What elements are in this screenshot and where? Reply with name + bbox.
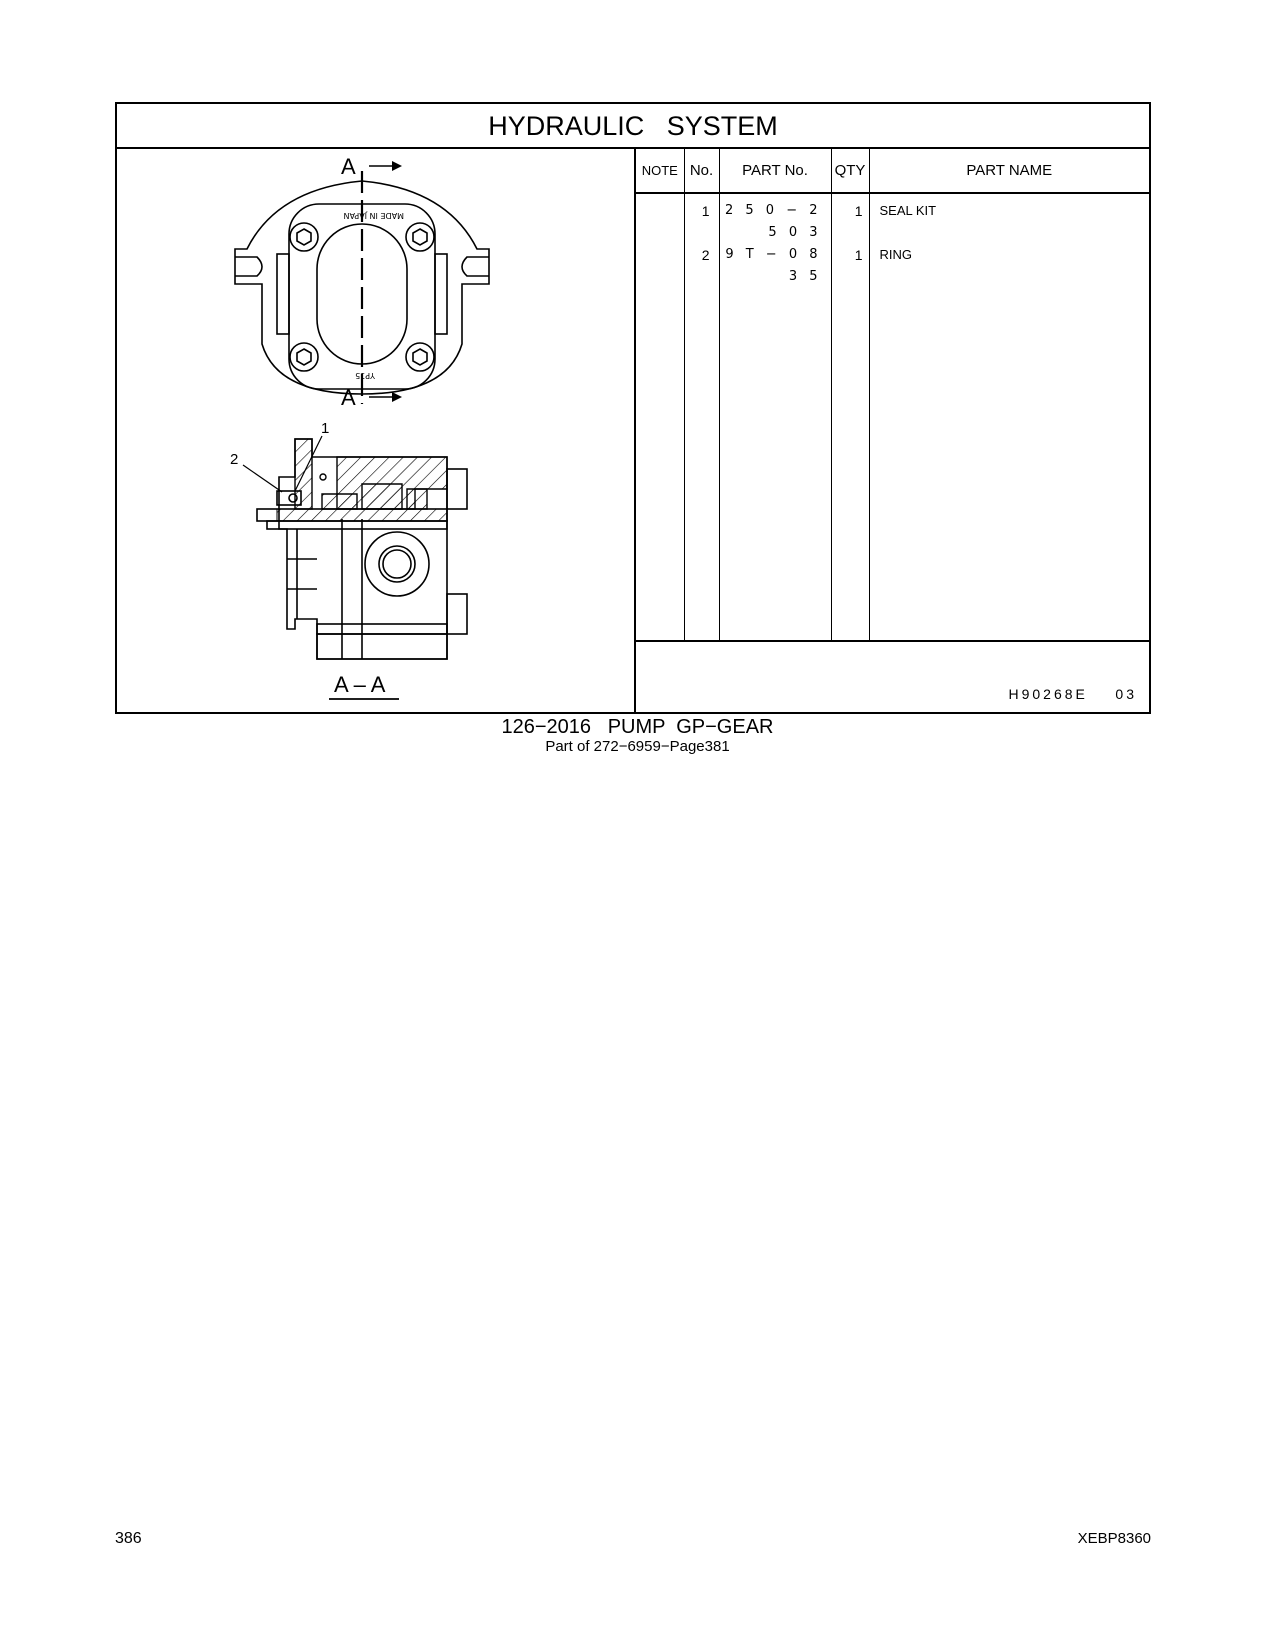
bolt-bottom-left bbox=[290, 343, 318, 371]
bolt-bottom-right bbox=[406, 343, 434, 371]
illustration-code: H90268E 03 bbox=[1008, 686, 1137, 702]
callout-2: 2 bbox=[230, 451, 239, 468]
table-filler-row bbox=[636, 288, 1149, 641]
left-lug bbox=[277, 254, 289, 334]
cast-text-yp15: YP15 bbox=[355, 371, 375, 380]
row-qty: 1 bbox=[831, 244, 869, 288]
section-title: HYDRAULIC SYSTEM bbox=[117, 104, 1149, 149]
parts-table-panel bbox=[636, 149, 1149, 712]
row-no: 1 bbox=[684, 193, 719, 244]
row-no: 2 bbox=[684, 244, 719, 288]
row-part-name: SEAL KIT bbox=[869, 193, 1149, 244]
section-letter-bottom: A bbox=[341, 385, 356, 410]
right-slot bbox=[462, 257, 489, 276]
pump-drawing bbox=[117, 149, 634, 714]
header-note: NOTE bbox=[636, 149, 684, 193]
right-lug bbox=[435, 254, 447, 334]
header-part-name: PART NAME bbox=[869, 149, 1149, 193]
row-part-no: 9 T − 0 8 3 5 bbox=[719, 244, 831, 288]
section-letter-top: A bbox=[341, 154, 356, 179]
parts-table bbox=[636, 149, 1149, 642]
bolt-top-right bbox=[406, 223, 434, 251]
drawing-panel bbox=[117, 149, 636, 712]
table-row bbox=[636, 244, 1149, 288]
arrowhead-bottom-icon bbox=[392, 392, 402, 402]
caption-subtitle: Part of 272−6959−Page381 bbox=[545, 738, 730, 755]
section-label: A – A bbox=[334, 672, 386, 697]
ring-part bbox=[320, 474, 326, 480]
cast-text-made-in-japan: MADE IN JAPAN bbox=[343, 211, 404, 220]
arrowhead-top-icon bbox=[392, 161, 402, 171]
row-note bbox=[636, 244, 684, 288]
hatched-sections bbox=[277, 439, 447, 521]
row-qty: 1 bbox=[831, 193, 869, 244]
row-part-name: RING bbox=[869, 244, 1149, 288]
left-slot bbox=[235, 257, 262, 276]
row-part-no: 2 5 0 − 2 5 0 3 bbox=[719, 193, 831, 244]
page-number: 386 bbox=[115, 1530, 142, 1547]
header-part-no: PART No. bbox=[719, 149, 831, 193]
leader-line-2 bbox=[243, 465, 282, 492]
caption-title: 126−2016 PUMP GP−GEAR bbox=[501, 716, 774, 738]
parts-frame bbox=[115, 102, 1151, 714]
row-note bbox=[636, 193, 684, 244]
callout-1: 1 bbox=[321, 420, 330, 437]
header-qty: QTY bbox=[831, 149, 869, 193]
document-code: XEBP8360 bbox=[1077, 1530, 1151, 1547]
bolt-top-left bbox=[290, 223, 318, 251]
table-row bbox=[636, 193, 1149, 244]
header-no: No. bbox=[684, 149, 719, 193]
table-header-row bbox=[636, 149, 1149, 193]
